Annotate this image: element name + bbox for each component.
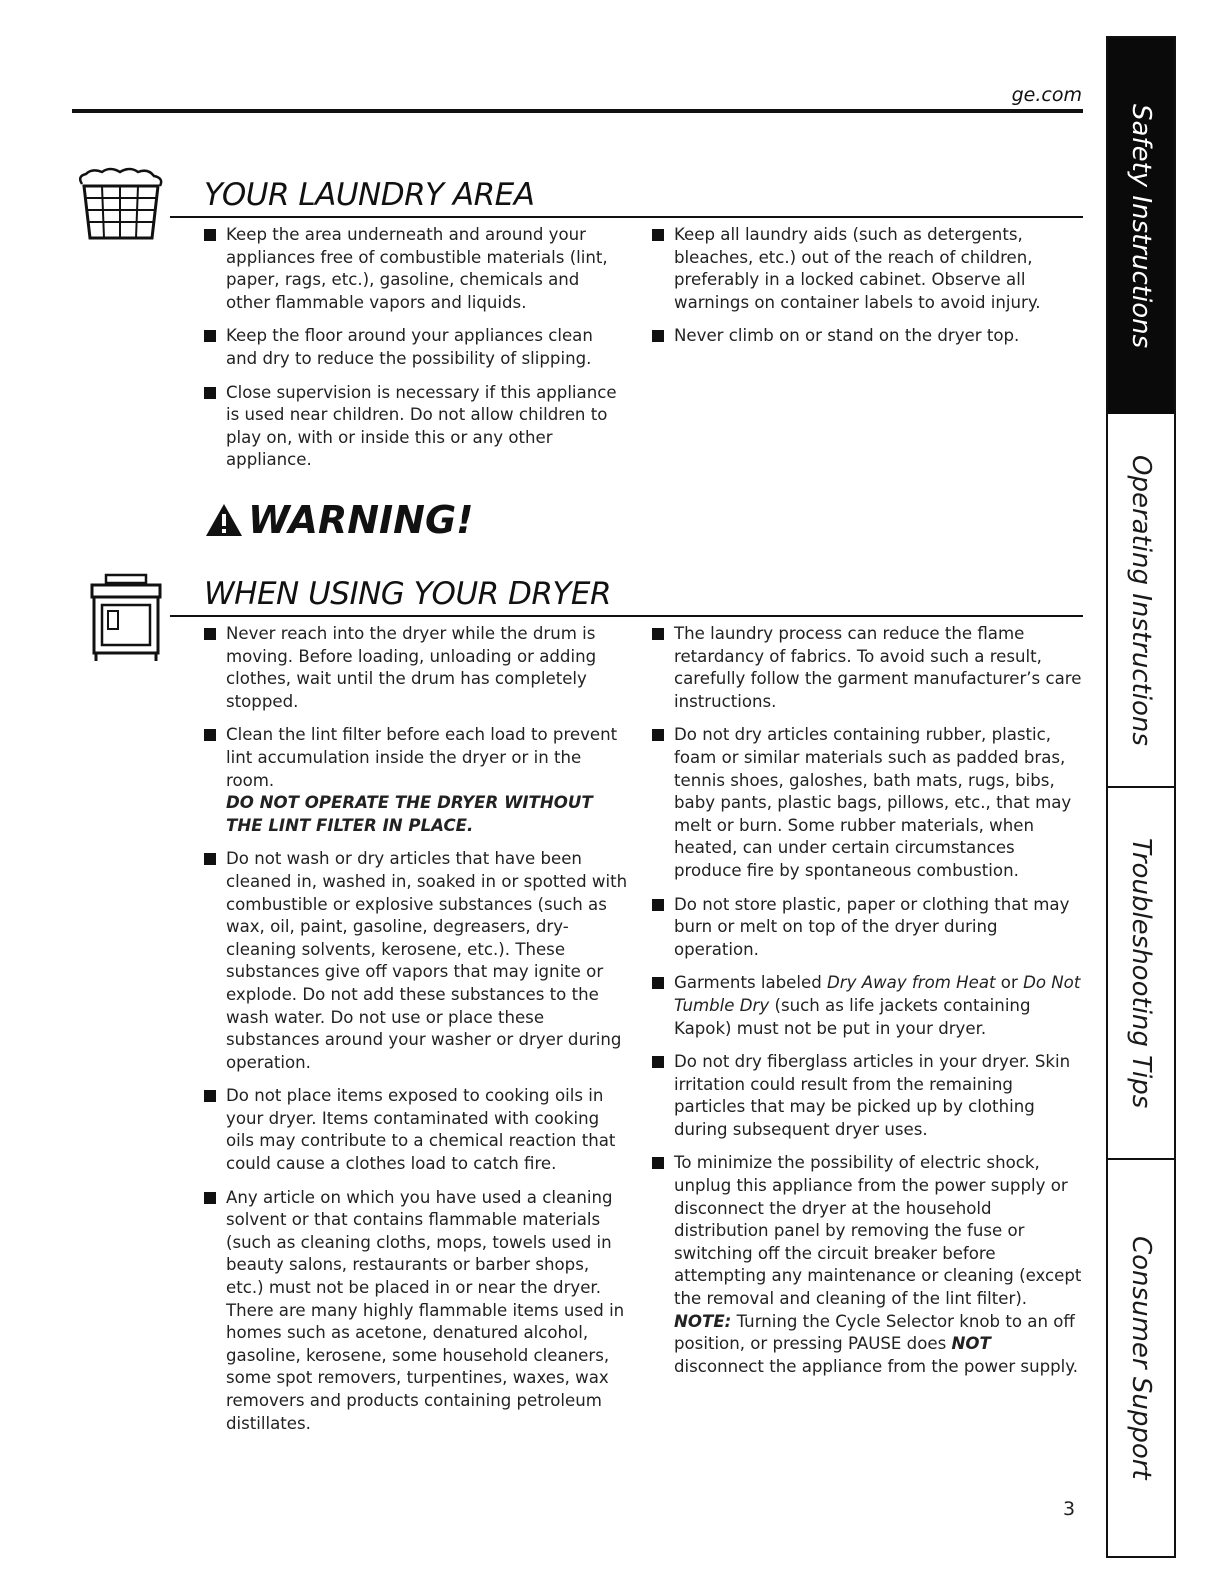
warning-heading: [204, 498, 474, 542]
bullet-icon: [204, 853, 216, 865]
warning-label: WARNING!: [248, 498, 474, 542]
bullet-icon: [652, 977, 664, 989]
tab-label: Safety Instructions: [1126, 103, 1156, 349]
bullet-icon: [652, 1157, 664, 1169]
list-item: Any article on which you have used a cleaning solvent or that contains flammable materials (such as cleaning cloths, mops, towels used in beauty salons, restaurants or barber shops, etc.) must not be placed in or near the dryer. There are many highly flammable items used in homes such as acetone, denatured alcohol, gasoline, kerosene, some household cleaners, some spot removers, turpentines, waxes, wax removers and products containing petroleum distillates.: [204, 1187, 628, 1436]
bullet-icon: [204, 387, 216, 399]
list-item: Clean the lint filter before each load to prevent lint accumulation inside the dryer or in the room. DO NOT OPERATE THE DRYER WITHOUT THE LINT FILTER IN PLACE.: [204, 724, 628, 837]
lint-filter-warning: DO NOT OPERATE THE DRYER WITHOUT THE LINT FILTER IN PLACE.: [226, 793, 593, 835]
list-item: Close supervision is necessary if this appliance is used near children. Do not allow children to play on, with or inside this or any other appliance.: [204, 382, 622, 472]
laundry-basket-icon: [72, 164, 170, 244]
bullet-icon: [204, 628, 216, 640]
list-item: Garments labeled Dry Away from Heat or Do Not Tumble Dry (such as life jackets containing Kapok) must not be put in your dryer.: [652, 972, 1086, 1040]
list-item: Do not dry fiberglass articles in your dryer. Skin irritation could result from the remaining particles that may be picked up by clothing during subsequent dryer uses.: [652, 1051, 1086, 1141]
bullet-icon: [652, 330, 664, 342]
section-title-laundry-area: YOUR LAUNDRY AREA: [204, 177, 535, 213]
list-item: To minimize the possibility of electric shock, unplug this appliance from the power supply or disconnect the dryer at the household distribution panel by removing the fuse or switching off the circuit breaker before attempting any maintenance or cleaning (except the removal and cleaning of the lint filter). NOTE: Turning the Cycle Selector knob to an off position, or pressing PAUSE does NOT disconnect the appliance from the power supply.: [652, 1152, 1086, 1378]
tab-safety-instructions[interactable]: [1108, 38, 1174, 414]
bullet-icon: [204, 1090, 216, 1102]
laundry-area-right-column: [652, 224, 1086, 359]
tab-troubleshooting-tips[interactable]: [1108, 786, 1174, 1158]
bullet-icon: [652, 729, 664, 741]
list-item: Do not store plastic, paper or clothing that may burn or melt on top of the dryer during operation.: [652, 894, 1086, 962]
list-item: Never reach into the dryer while the drum is moving. Before loading, unloading or adding clothes, wait until the drum has completely stopped.: [204, 623, 628, 713]
list-item: Do not place items exposed to cooking oils in your dryer. Items contaminated with cooking oils may contribute to a chemical reaction that could cause a clothes load to catch fire.: [204, 1085, 628, 1175]
list-item: Never climb on or stand on the dryer top.: [652, 325, 1086, 348]
side-tab-bar: [1106, 36, 1176, 1558]
laundry-area-left-column: [204, 224, 622, 483]
bullet-icon: [652, 899, 664, 911]
bullet-icon: [204, 229, 216, 241]
tab-consumer-support[interactable]: [1108, 1158, 1174, 1556]
top-rule: [72, 109, 1083, 113]
list-item: Keep the area underneath and around your appliances free of combustible materials (lint, paper, rags, etc.), gasoline, chemicals and other flammable vapors and liquids.: [204, 224, 622, 314]
list-item: Do not dry articles containing rubber, plastic, foam or similar materials such as padded bras, tennis shoes, galoshes, bath mats, rugs, bibs, baby pants, plastic bags, pillows, etc., that may melt or burn. Some rubber materials, when heated, can under certain circumstances produce fire by spontaneous combustion.: [652, 724, 1086, 882]
site-url: ge.com: [1011, 84, 1082, 106]
tab-label: Consumer Support: [1126, 1236, 1156, 1480]
bullet-icon: [652, 1056, 664, 1068]
section-title-using-dryer: WHEN USING YOUR DRYER: [204, 576, 612, 612]
list-item: Keep the floor around your appliances clean and dry to reduce the possibility of slipping.: [204, 325, 622, 370]
dryer-left-column: [204, 623, 628, 1446]
bullet-icon: [204, 729, 216, 741]
list-item: Do not wash or dry articles that have been cleaned in, washed in, soaked in or spotted with combustible or explosive substances (such as wax, oil, paint, gasoline, degreasers, dry-cleaning solvents, kerosene, etc.). These substances give off vapors that may ignite or explode. Do not add these substances to the wash water. Do not use or place these substances around your washer or dryer during operation.: [204, 848, 628, 1074]
bullet-icon: [204, 330, 216, 342]
dryer-icon: [90, 573, 162, 663]
warning-triangle-icon: [204, 502, 244, 538]
dryer-right-column: [652, 623, 1086, 1389]
section-rule-using-dryer: [170, 615, 1083, 617]
list-item: Keep all laundry aids (such as detergents, bleaches, etc.) out of the reach of children, preferably in a locked cabinet. Observe all warnings on container labels to avoid injury.: [652, 224, 1086, 314]
bullet-icon: [652, 628, 664, 640]
list-item: The laundry process can reduce the flame retardancy of fabrics. To avoid such a result, carefully follow the garment manufacturer’s care instructions.: [652, 623, 1086, 713]
section-rule-laundry-area: [170, 216, 1083, 218]
tab-operating-instructions[interactable]: [1108, 414, 1174, 786]
bullet-icon: [652, 229, 664, 241]
page-number: 3: [1063, 1498, 1076, 1520]
tab-label: Troubleshooting Tips: [1126, 837, 1156, 1109]
tab-label: Operating Instructions: [1126, 454, 1156, 746]
bullet-icon: [204, 1192, 216, 1204]
